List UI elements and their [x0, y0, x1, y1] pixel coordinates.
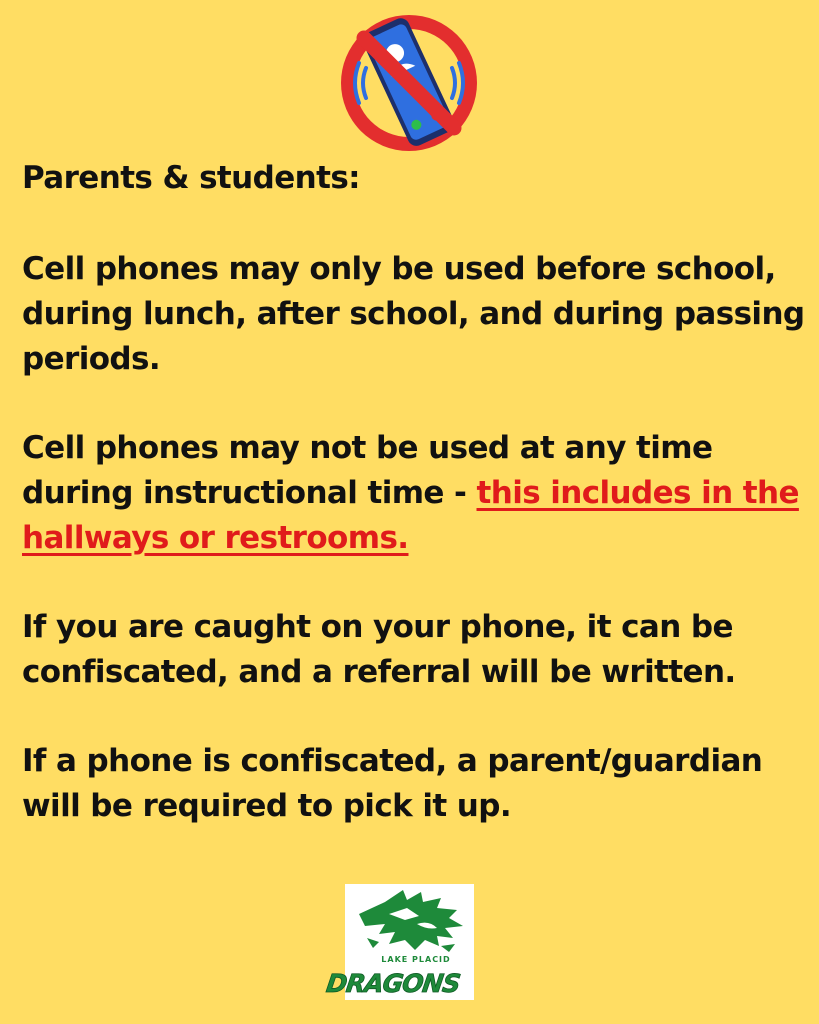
- logo-main-text: DRAGONS: [324, 969, 462, 998]
- notice-body: [22, 156, 812, 873]
- no-phone-icon: [332, 6, 486, 160]
- rule-paragraph-2: [22, 426, 812, 561]
- rule-paragraph-3: If you are caught on your phone, it can be confiscated, and a referral will be written.: [22, 609, 736, 690]
- highlighted-rule-text: this includes in the hallways or restrooms.: [22, 475, 799, 556]
- rule-paragraph-2-text: Cell phones may not be used at any time during instructional time -: [22, 430, 713, 511]
- school-logo: [324, 884, 474, 1000]
- rule-paragraph-4: If a phone is confiscated, a parent/guardian will be required to pick it up.: [22, 743, 763, 824]
- logo-top-text: LAKE PLACID: [381, 955, 451, 964]
- notice-heading: Parents & students:: [22, 160, 360, 196]
- rule-paragraph-1: Cell phones may only be used before school, during lunch, after school, and during passing periods.: [22, 251, 805, 377]
